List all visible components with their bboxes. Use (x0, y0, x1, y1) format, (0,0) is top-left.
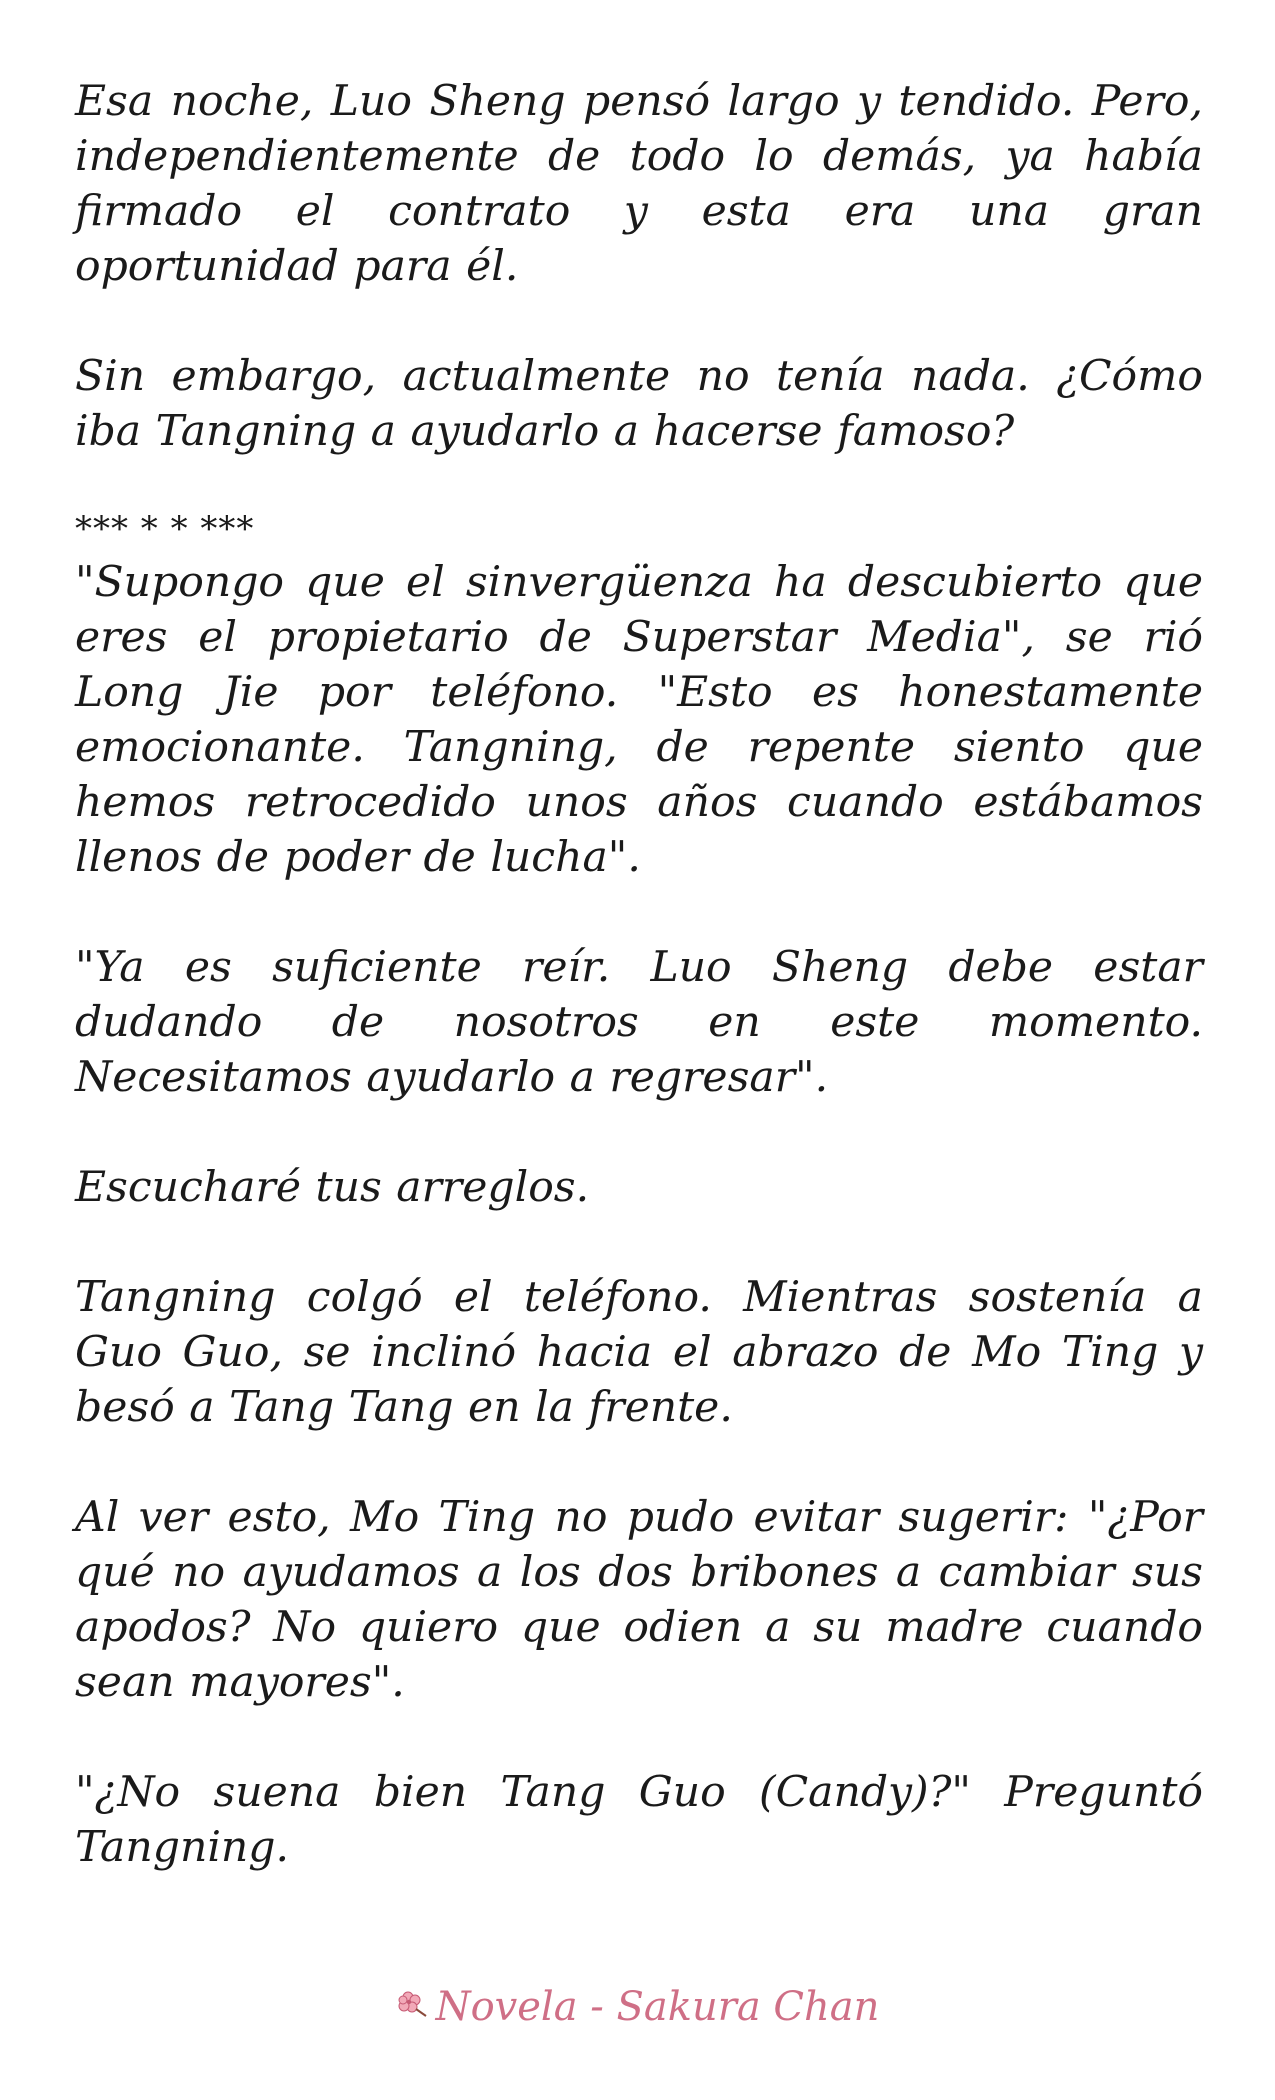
paragraph-4: "Ya es suficiente reír. Luo Sheng debe estar dudando de nosotros en este momento. Necesitamos ayudarlo a regresar". (75, 943, 1203, 1102)
paragraph-8: "¿No suena bien Tang Guo (Candy)?" Preguntó Tangning. (75, 1768, 1203, 1872)
paragraph-3: "Supongo que el sinvergüenza ha descubierto que eres el propietario de Superstar Media", se rió Long Jie por teléfono. "Esto es honestamente emocionante. Tangning, de repente siento que hemos retrocedido unos años cuando estábamos llenos de poder de lucha". (75, 558, 1203, 882)
watermark (0, 1982, 1275, 2032)
paragraph-5: Escucharé tus arreglos. (75, 1163, 590, 1212)
scene-separator: *** * * *** (75, 509, 255, 549)
watermark-text: Novela - Sakura Chan (435, 1984, 880, 2030)
paragraph-7: Al ver esto, Mo Ting no pudo evitar sugerir: "¿Por qué no ayudamos a los dos bribones a cambiar sus apodos? No quiero que odien a su madre cuando sean mayores". (75, 1493, 1203, 1707)
sakura-flower-icon (396, 1981, 430, 2031)
paragraph-1: Esa noche, Luo Sheng pensó largo y tendido. Pero, independientemente de todo lo demás, ya había firmado el contrato y esta era una gran oportunidad para él. (75, 77, 1203, 291)
paragraph-2: Sin embargo, actualmente no tenía nada. ¿Cómo iba Tangning a ayudarlo a hacerse famoso? (75, 352, 1203, 456)
paragraph-6: Tangning colgó el teléfono. Mientras sostenía a Guo Guo, se inclinó hacia el abrazo de Mo Ting y besó a Tang Tang en la frente. (75, 1273, 1203, 1432)
document-body (75, 74, 1203, 1875)
